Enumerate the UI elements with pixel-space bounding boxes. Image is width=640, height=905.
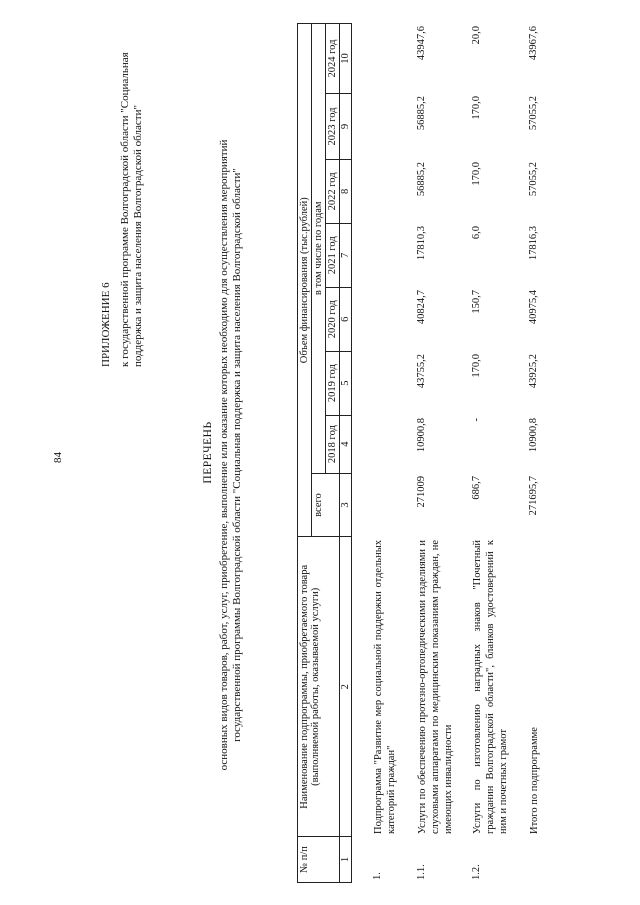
- document-title: ПЕРЕЧЕНЬ: [202, 421, 214, 484]
- cell-2020: 40975,4: [528, 290, 539, 325]
- row-name: Итого по подпрограмме: [529, 727, 540, 834]
- column-index: 10: [340, 24, 352, 94]
- row-num: [528, 837, 541, 883]
- column-index: 5: [340, 351, 352, 415]
- cell-total: 271009: [416, 476, 427, 508]
- row-num: 1.2.: [471, 864, 482, 880]
- row-name: Услуги по обеспечению протезно-ортопедическими изделиями и слуховыми аппаратами по медицинским показаниям граждан, не имеющих инвалидности: [417, 540, 454, 834]
- appendix-heading: ПРИЛОЖЕНИЕ 6: [100, 282, 112, 367]
- cell-2018: 10900,8: [416, 418, 427, 453]
- cell-2021: 17816,3: [528, 226, 539, 261]
- cell-2024: 43967,6: [528, 26, 539, 61]
- column-index: 3: [340, 473, 352, 537]
- cell-2022: 57055,2: [528, 162, 539, 197]
- cell-2024: 20,0: [471, 26, 482, 45]
- table-row: [416, 23, 455, 883]
- cell-2023: 170,0: [471, 96, 482, 120]
- row-num: 1.1.: [416, 864, 427, 880]
- header-including: в том числе по годам: [312, 24, 326, 474]
- cell-2021: 6,0: [471, 226, 482, 240]
- column-index: 4: [340, 415, 352, 473]
- header-funding: Объем финансирования (тыс.рублей): [298, 24, 312, 537]
- cell-2021: 17810,3: [416, 226, 427, 261]
- column-index: 7: [340, 223, 352, 287]
- cell-2019: 43925,2: [528, 354, 539, 389]
- header-year: 2024 год: [326, 24, 340, 94]
- cell-2019: 170,0: [471, 354, 482, 378]
- cell-2022: 56885,2: [416, 162, 427, 197]
- header-year: 2019 год: [326, 351, 340, 415]
- header-year: 2020 год: [326, 287, 340, 351]
- column-index: 1: [340, 837, 352, 883]
- column-index: 8: [340, 159, 352, 223]
- cell-2018: -: [471, 418, 482, 422]
- row-name: Подпрограмма "Развитие мер социальной поддержки отдельных категорий граждан": [373, 540, 397, 834]
- cell-2024: 43947,6: [416, 26, 427, 61]
- cell-2022: 170,0: [471, 162, 482, 186]
- cell-total: 686,7: [471, 476, 482, 500]
- funding-table-body: [364, 23, 541, 883]
- appendix-text: к государственной программе Волгоградской области "Социальная поддержка и защита населения Волгоградской области": [119, 52, 144, 367]
- cell-total: 271695,7: [528, 476, 539, 516]
- header-year: 2021 год: [326, 223, 340, 287]
- appendix-block: [100, 37, 145, 367]
- header-year: 2022 год: [326, 159, 340, 223]
- page-number: 84: [52, 452, 64, 463]
- table-row: [471, 23, 510, 883]
- column-index: 2: [340, 537, 352, 837]
- document-subtitle: основных видов товаров, работ, услуг, приобретение, выполнение или оказание которых необходимо для осуществления мероприятий государственной программы Волгоградской области "Социальная поддержка и защита населения Волгоградской области": [218, 139, 243, 771]
- table-row-total: [528, 23, 541, 883]
- cell-2020: 150,7: [471, 290, 482, 314]
- funding-table-header: [297, 23, 352, 883]
- header-total: всего: [312, 473, 340, 537]
- cell-2020: 40824,7: [416, 290, 427, 325]
- header-num: № п/п: [298, 837, 340, 883]
- cell-2023: 57055,2: [528, 96, 539, 131]
- table-row: [372, 23, 398, 883]
- row-num: 1.: [372, 872, 383, 880]
- row-name: Услуги по изготовлению наградных знаков "Почетный гражданин Волгоградской области", бланков удостоверений к ним и почетных грамот: [472, 540, 509, 834]
- column-index: 9: [340, 94, 352, 160]
- column-index: 6: [340, 287, 352, 351]
- cell-2018: 10900,8: [528, 418, 539, 453]
- header-year: 2018 год: [326, 415, 340, 473]
- cell-2019: 43755,2: [416, 354, 427, 389]
- header-name: Наименование подпрограммы, приобретаемого товара (выполняемой работы, оказываемой услуги): [298, 537, 340, 837]
- cell-2023: 56885,2: [416, 96, 427, 131]
- header-year: 2023 год: [326, 94, 340, 160]
